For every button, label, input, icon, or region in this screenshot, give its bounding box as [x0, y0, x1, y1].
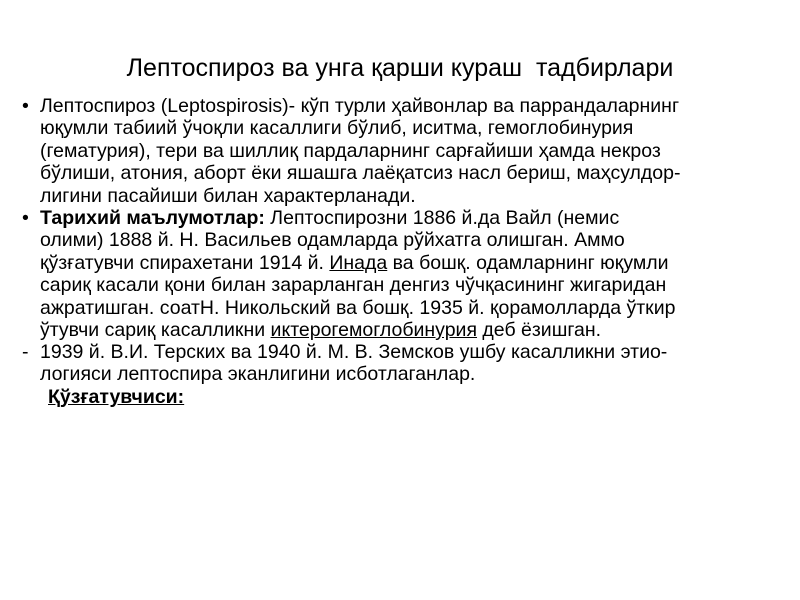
- subheading-pathogen: Қўзғатувчиси:: [48, 386, 185, 408]
- bullet-marker: •: [22, 95, 29, 117]
- bullet-marker: •: [22, 207, 29, 229]
- paragraph-history: [40, 207, 792, 341]
- paragraph-etiology: 1939 й. В.И. Терских ва 1940 й. М. В. Земсков ушбу касалликни этио- логияси лептоспира эканлигини исботлаганлар.: [40, 341, 668, 386]
- history-text-2: олими) 1888 й. Н. Васильев одамларда рўйхатга олишган. Аммо қўзғатувчи спирахетани 1914 й.: [40, 229, 625, 274]
- history-label: Тарихий маълумотлар:: [40, 207, 265, 229]
- underlined-term-inada: Инада: [329, 251, 388, 274]
- history-text-3: ва бошқ. одамларнинг юқумли сариқ касали қони билан зарарланган денгиз чўчқасининг жигаридан ажратишган. соатН. Никольский ва бошқ. 1935 й. қорамолларда ўткир ўтувчи сариқ касалликни: [40, 251, 676, 342]
- history-text-4: деб ёзишган.: [477, 319, 602, 342]
- dash-marker: -: [22, 341, 29, 363]
- underlined-term-icterohemoglobinuria: иктерогемоглобинурия: [270, 319, 478, 342]
- history-text-1: Лептоспирозни 1886 й.да Вайл (немис: [264, 207, 620, 229]
- slide-title: Лептоспироз ва унга қарши кураш тадбирлари: [126, 54, 674, 82]
- paragraph-definition: Лептоспироз (Leptospirosis)- кўп турли ҳайвонлар ва паррандаларнинг юқумли табиий ўчоқли касаллиги бўлиб, иситма, гемоглобинурия (гематурия), тери ва шиллиқ пардаларнинг сарғайиши ҳамда некроз бўлиши, атония, аборт ёки яшашга лаёқатсиз насл бериш, маҳсулдор- лигини пасайиши билан характерланади.: [40, 95, 681, 207]
